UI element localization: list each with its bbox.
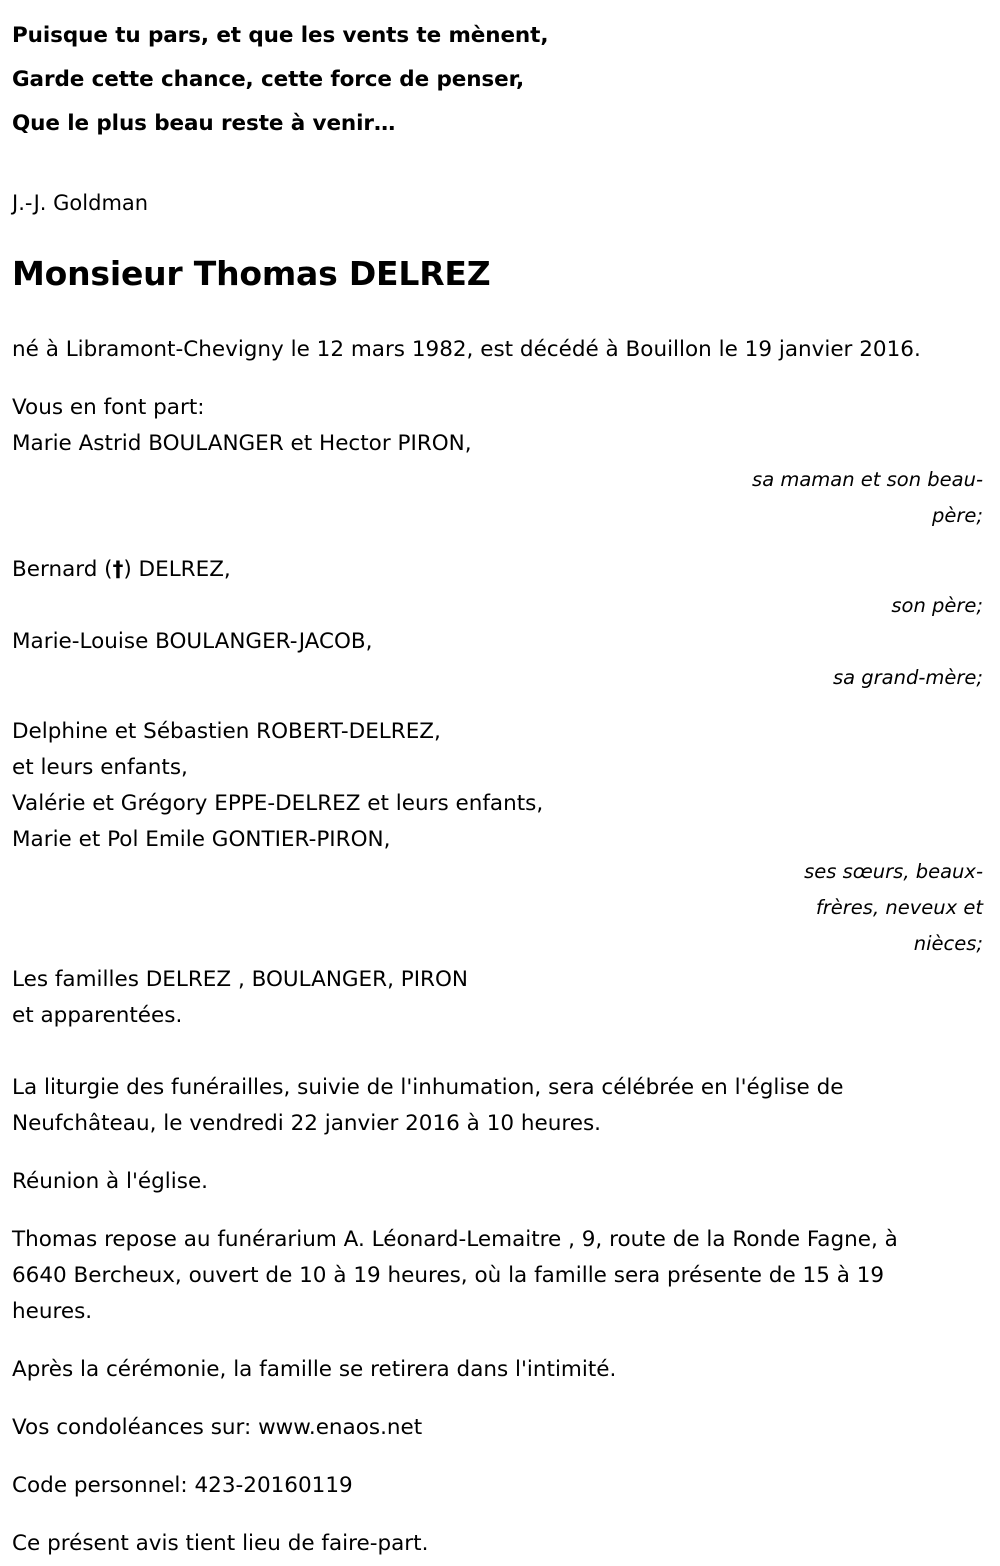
poem-attribution: J.-J. Goldman: [12, 191, 149, 215]
spacer: [12, 534, 986, 552]
after-ceremony-note: Après la cérémonie, la famille se retirera dans l'intimité.: [12, 1357, 617, 1382]
family-name-line: Marie Astrid BOULANGER et Hector PIRON,: [12, 431, 472, 456]
funerarium-details: Thomas repose au funérarium A. Léonard-Lemaitre , 9, route de la Ronde Fagne, à 6640 Bercheux, ouvert de 10 à 19 heures, où la famille sera présente de 15 à 19 heures.: [12, 1227, 898, 1324]
personal-code: Code personnel: 423-20160119: [12, 1473, 353, 1498]
extended-family-line-1: Les familles DELREZ , BOULANGER, PIRON: [12, 967, 469, 992]
family-row: [12, 426, 986, 534]
spacer: [12, 696, 986, 714]
extended-family-line-2: et apparentées.: [12, 1003, 183, 1028]
poem-line-3: Que le plus beau reste à venir…: [12, 111, 396, 136]
extended-family-block: [12, 962, 986, 1034]
announcement-intro: Vous en font part:: [12, 395, 205, 420]
dagger-icon: †: [112, 557, 124, 582]
family-row: [12, 714, 986, 962]
poem-block: [12, 14, 986, 146]
family-row: [12, 624, 986, 696]
poem-line-1: Puisque tu pars, et que les vents te mènent,: [12, 23, 549, 48]
meeting-details: Réunion à l'église.: [12, 1169, 209, 1194]
liturgy-details: La liturgie des funérailles, suivie de l'inhumation, sera célébrée en l'église de Neufchâteau, le vendredi 22 janvier 2016 à 10 heures.: [12, 1075, 844, 1136]
family-row: [12, 552, 986, 624]
family-relation: sa grand-mère;: [832, 666, 983, 689]
family-relation: ses sœurs, beaux-frères, neveux et nièces;: [804, 860, 983, 955]
condolences-line: Vos condoléances sur: www.enaos.net: [12, 1415, 423, 1440]
family-relation: son père;: [891, 594, 983, 617]
family-name-line: et leurs enfants,: [12, 755, 188, 780]
family-name-line: Delphine et Sébastien ROBERT-DELREZ,: [12, 719, 441, 744]
family-names: [12, 426, 712, 462]
family-names: [12, 624, 712, 660]
faire-part-footer: Ce présent avis tient lieu de faire-part.: [12, 1531, 429, 1556]
family-list: [12, 426, 986, 962]
poem-line-2: Garde cette chance, cette force de penser,: [12, 67, 525, 92]
family-name-line: Marie-Louise BOULANGER-JACOB,: [12, 629, 373, 654]
family-names: [12, 552, 712, 588]
family-name-line: Valérie et Grégory EPPE-DELREZ et leurs enfants,: [12, 791, 544, 816]
family-name-line: Bernard (†) DELREZ,: [12, 557, 231, 582]
arrangements-block: [12, 1070, 986, 1562]
page-title: Monsieur Thomas DELREZ: [12, 254, 491, 293]
family-name-line: Marie et Pol Emile GONTIER-PIRON,: [12, 827, 391, 852]
life-details: né à Libramont-Chevigny le 12 mars 1982, est décédé à Bouillon le 19 janvier 2016.: [12, 337, 921, 362]
family-names: [12, 714, 712, 858]
family-relation: sa maman et son beau-père;: [752, 468, 983, 527]
